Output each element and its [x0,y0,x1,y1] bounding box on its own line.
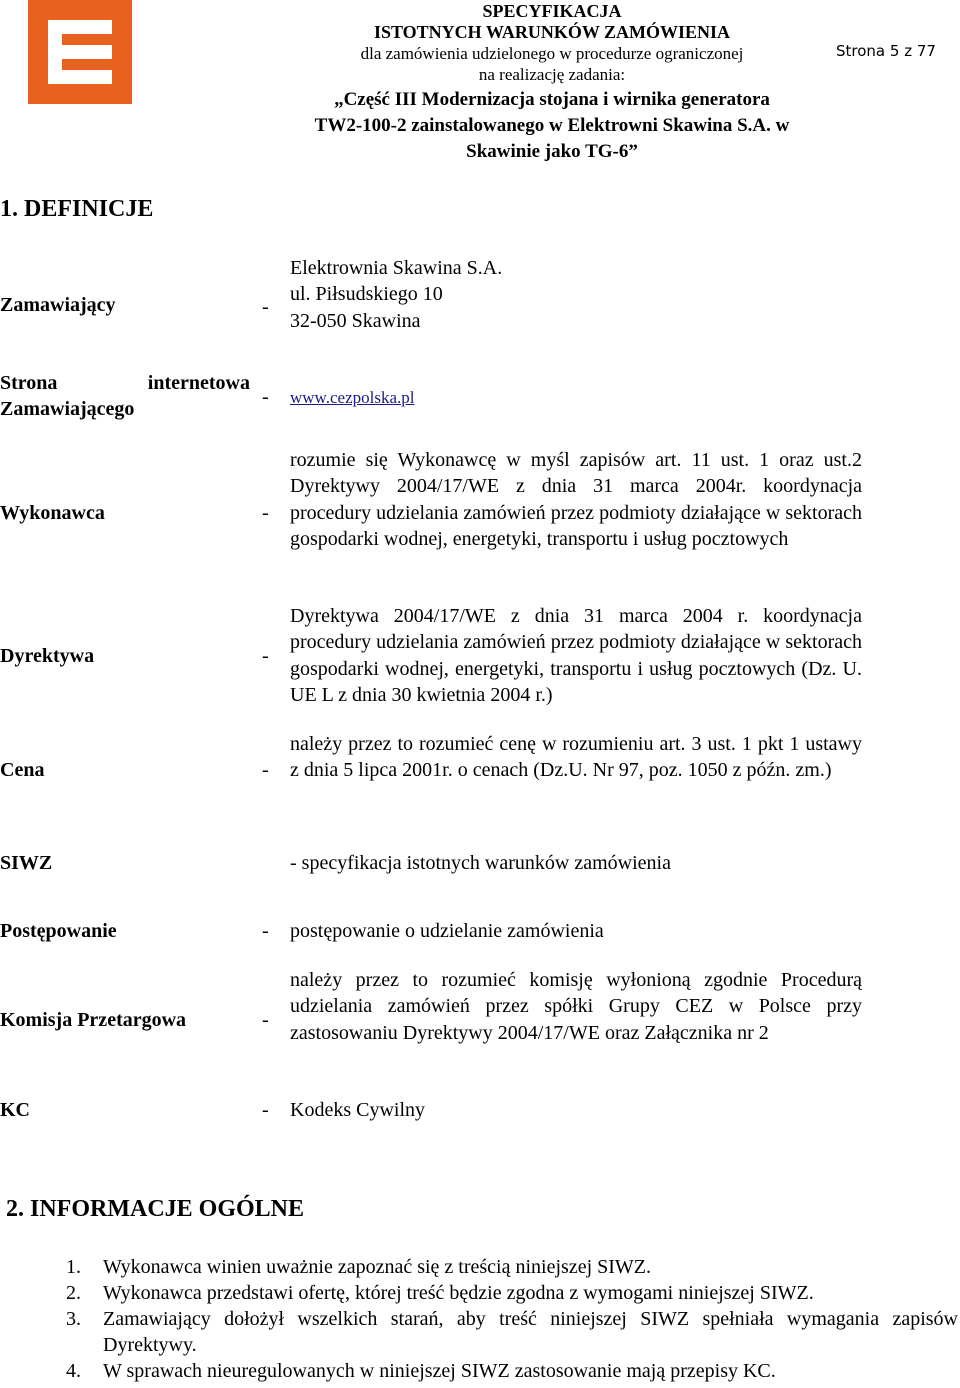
term-dash: - [262,1009,269,1031]
definition-siwz: - specyfikacja istotnych warunków zamówienia [290,852,671,874]
list-item [66,1358,958,1384]
document-header [222,1,882,165]
definition-kc: Kodeks Cywilny [290,1099,425,1121]
term-komisja: Komisja Przetargowa [0,1009,187,1031]
term-postepowanie: Postępowanie [0,920,117,942]
list-text: W sprawach nieuregulowanych w niniejszej SIWZ zastosowanie mają przepisy KC. [103,1360,776,1382]
term-wykonawca: Wykonawca [0,502,105,524]
cez-logo [28,0,132,104]
term-word: Zamawiającego [0,398,135,420]
term-kc: KC [0,1099,30,1121]
term-dash: - [262,386,269,408]
term-dash: - [262,920,269,942]
list-text: Zamawiający dołożył wszelkich starań, aby treść niniejszej SIWZ spełniała wymagania zapisów Dyrektywy. [103,1308,958,1356]
header-line: dla zamówienia udzielonego w procedurze ograniczonej [360,44,744,63]
list-number: 2. [66,1282,81,1304]
logo-shape [48,45,112,59]
term-dash: - [262,645,269,667]
section-heading: 2. INFORMACJE OGÓLNE [6,1196,305,1222]
definition-zamawiajacy [290,255,862,334]
list-number: 4. [66,1360,81,1382]
website-link[interactable]: www.cezpolska.pl [290,388,415,407]
list-item [66,1254,958,1280]
term-word: Strona [0,372,58,394]
term-dash: - [262,502,269,524]
term-dyrektywa: Dyrektywa [0,645,95,667]
term-dash: - [262,759,269,781]
term-dash: - [262,1099,269,1121]
header-title: Skawinie jako TG-6” [466,141,638,162]
definition-komisja: należy przez to rozumieć komisję wyłonioną zgodnie Procedurą udzielania zamówień przez spółki Grupy CEZ w Polsce przy zastosowaniu Dyrektywy 2004/17/WE oraz Załącznika nr 2 [290,969,862,1044]
list-text: Wykonawca przedstawi ofertę, której treść będzie zgodna z wymogami niniejszej SIWZ. [103,1282,814,1304]
definition-cena: należy przez to rozumieć cenę w rozumieniu art. 3 ust. 1 pkt 1 ustawy z dnia 5 lipca 2001r. o cenach (Dz.U. Nr 97, poz. 1050 z późn. zm.) [290,733,862,782]
definition-line: 32-050 Skawina [290,309,421,332]
list-number: 3. [66,1308,81,1330]
term-strona-internetowa [0,370,250,422]
header-line: ISTOTNYCH WARUNKÓW ZAMÓWIENIA [373,22,731,42]
info-list [66,1254,958,1384]
header-title: „Część III Modernizacja stojana i wirnika generatora [334,89,770,110]
list-item [66,1280,958,1306]
list-item [66,1306,958,1358]
term-dash: - [262,296,269,318]
section-heading: 1. DEFINICJE [0,196,154,222]
term-siwz: SIWZ [0,852,53,874]
header-line: na realizację zadania: [478,65,626,84]
definition-dyrektywa: Dyrektywa 2004/17/WE z dnia 31 marca 2004 r. koordynacja procedury udzielania zamówień przez podmioty działające w sektorach gospodarki wodnej, energetyki, transportu i usług pocztowych (Dz. U. UE L z dnia 30 kwietnia 2004 r.) [290,605,862,707]
definition-postepowanie: postępowanie o udzielanie zamówienia [290,920,604,942]
page-number: Strona 5 z 77 [836,42,936,60]
definition-line: Elektrownia Skawina S.A. [290,257,503,279]
term-cena: Cena [0,759,45,781]
definition-url [290,384,862,411]
header-line: SPECYFIKACJA [482,1,622,21]
header-title: TW2-100-2 zainstalowanego w Elektrowni Skawina S.A. w [314,115,790,136]
list-number: 1. [66,1256,81,1278]
logo-shape [48,70,112,84]
term-zamawiajacy: Zamawiający [0,294,116,316]
definition-line: ul. Piłsudskiego 10 [290,283,443,306]
term-word: internetowa [147,372,250,394]
definition-wykonawca: rozumie się Wykonawcę w myśl zapisów art. 11 ust. 1 oraz ust.2 Dyrektywy 2004/17/WE z dnia 31 marca 2004r. koordynacja procedury udzielania zamówień przez podmioty działające w sektorach gospodarki wodnej, energetyki, transportu i usług pocztowych [290,449,862,551]
list-text: Wykonawca winien uważnie zapoznać się z treścią niniejszej SIWZ. [103,1256,651,1278]
